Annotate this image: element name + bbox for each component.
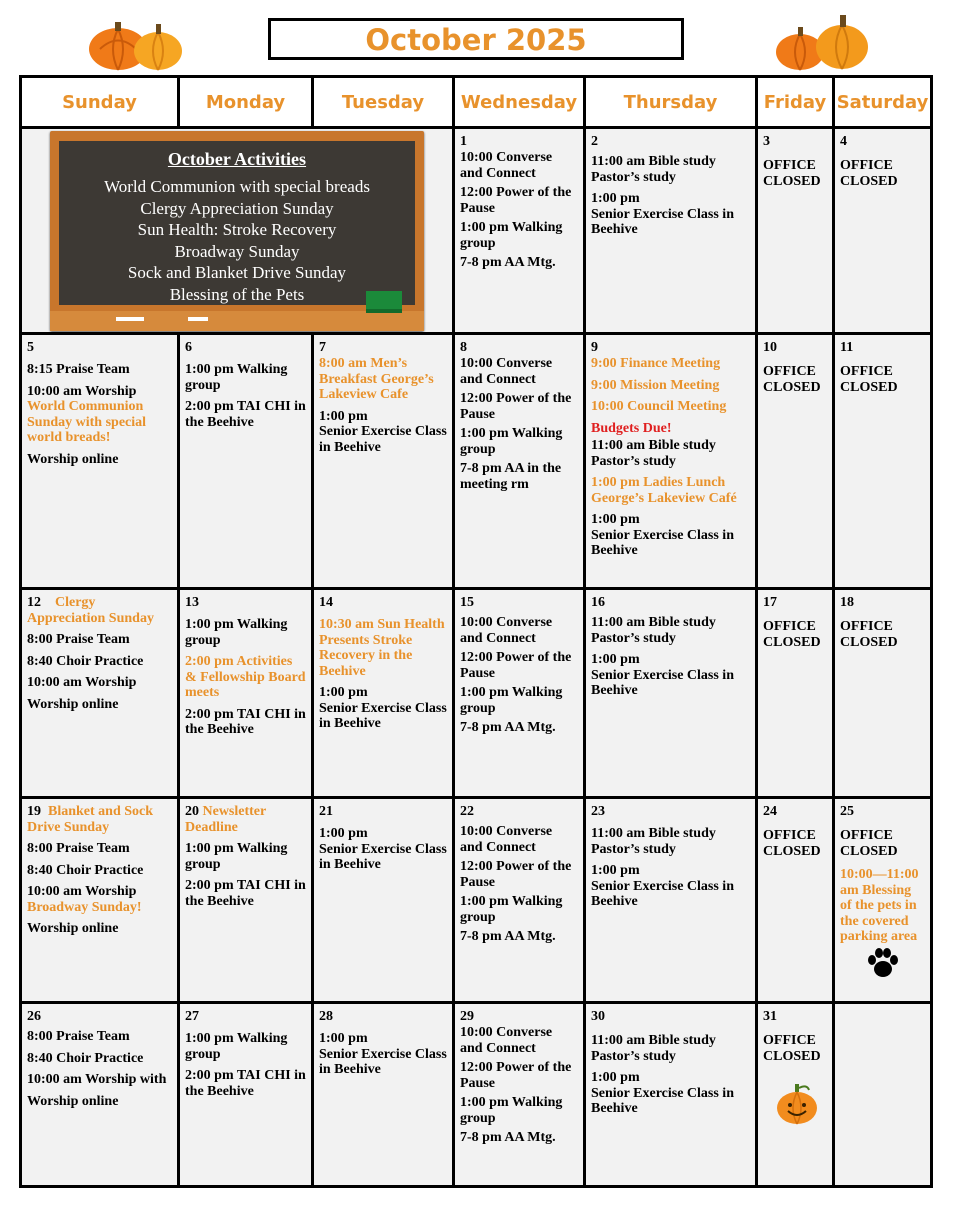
board-line: Clergy Appreciation Sunday bbox=[140, 198, 334, 218]
calendar-title-box bbox=[268, 18, 684, 60]
event: 1:00 pm bbox=[591, 652, 640, 667]
event: 8:00 Praise Team bbox=[27, 1029, 130, 1044]
weekday-friday: Friday bbox=[757, 77, 834, 128]
day-cell-2[interactable] bbox=[585, 128, 757, 334]
pumpkins-left-icon bbox=[86, 20, 188, 72]
day-number: 19 bbox=[27, 804, 41, 819]
event: 8:40 Choir Practice bbox=[27, 653, 144, 669]
event: 2:00 pm TAI CHI in the Beehive bbox=[185, 706, 306, 737]
event-highlight: Newsletter Deadline bbox=[185, 804, 266, 835]
event: Broadway Sunday! bbox=[27, 899, 142, 915]
day-cell-20[interactable] bbox=[179, 798, 313, 1003]
board-line: Blessing of the Pets bbox=[169, 284, 305, 304]
event: Worship online bbox=[27, 451, 119, 467]
event: 11:00 am Bible study Pastor’s study bbox=[591, 438, 716, 469]
chalk-piece bbox=[116, 317, 144, 321]
day-cell-14[interactable] bbox=[313, 589, 454, 798]
day-cell-8[interactable] bbox=[454, 334, 585, 589]
day-number: 10 bbox=[763, 340, 777, 355]
day-number: 8 bbox=[460, 340, 467, 355]
event: 2:00 pm TAI CHI in the Beehive bbox=[185, 1068, 306, 1099]
event: 10:00 Converse and Connect bbox=[460, 1025, 553, 1056]
day-number: 1 bbox=[460, 134, 467, 149]
event: 7-8 pm AA Mtg. bbox=[460, 255, 556, 270]
event: Worship online bbox=[27, 921, 119, 936]
event: Senior Exercise Class in Beehive bbox=[591, 206, 734, 237]
event: 1:00 pm bbox=[591, 512, 640, 527]
office-closed-label: OFFICE CLOSED bbox=[840, 158, 898, 189]
day-number: 22 bbox=[460, 804, 474, 819]
day-number: 7 bbox=[319, 340, 326, 355]
day-cell-6[interactable] bbox=[179, 334, 313, 589]
office-closed-label: OFFICE CLOSED bbox=[763, 158, 821, 189]
event: Senior Exercise Class in Beehive bbox=[319, 1046, 447, 1077]
event: Worship online bbox=[27, 1093, 119, 1109]
day-cell-23[interactable] bbox=[585, 798, 757, 1003]
event: 1:00 pm Walking group bbox=[185, 362, 288, 393]
event: 1:00 pm Walking group bbox=[460, 685, 563, 716]
event: 11:00 am Bible study Pastor’s study bbox=[591, 615, 716, 646]
event: 9:00 Mission Meeting bbox=[591, 377, 720, 393]
event: 10:00 Converse and Connect bbox=[460, 150, 553, 181]
event: 8:15 Praise Team bbox=[27, 362, 130, 377]
weekday-thursday: Thursday bbox=[585, 77, 757, 128]
day-cell-31[interactable] bbox=[757, 1003, 834, 1187]
event: 1:00 pm Walking group bbox=[185, 841, 288, 872]
weekday-tuesday: Tuesday bbox=[313, 77, 454, 128]
office-closed-label: OFFICE CLOSED bbox=[763, 364, 821, 395]
event: 1:00 pm bbox=[319, 685, 368, 700]
event: 7-8 pm AA Mtg. bbox=[460, 929, 556, 944]
event: 1:00 pm Walking group bbox=[460, 894, 563, 925]
chalkboard-surface bbox=[59, 141, 415, 305]
day-number: 23 bbox=[591, 804, 605, 819]
chalkboard bbox=[50, 131, 424, 331]
eraser-icon bbox=[366, 291, 402, 313]
day-cell-7[interactable] bbox=[313, 334, 454, 589]
event: 10:00 Converse and Connect bbox=[460, 824, 553, 855]
event: World Communion Sunday with special world breads! bbox=[27, 399, 147, 445]
event: 2:00 pm TAI CHI in the Beehive bbox=[185, 399, 306, 430]
event bbox=[185, 804, 306, 835]
board-line: Sock and Blanket Drive Sunday bbox=[127, 263, 347, 282]
day-number: 2 bbox=[591, 134, 598, 149]
office-closed-label: OFFICE CLOSED bbox=[763, 1033, 821, 1064]
event: Senior Exercise Class in Beehive bbox=[319, 841, 447, 872]
event: 10:30 am Sun Health Presents Stroke Recovery in the Beehive bbox=[319, 617, 445, 679]
event: 1:00 pm bbox=[319, 826, 368, 841]
day-number: 30 bbox=[591, 1009, 605, 1024]
day-cell-17[interactable] bbox=[757, 589, 834, 798]
event: 7-8 pm AA Mtg. bbox=[460, 1130, 556, 1145]
event: 11:00 am Bible study Pastor’s study bbox=[591, 1033, 716, 1064]
event: 1:00 pm Walking group bbox=[185, 1031, 288, 1062]
day-cell-30[interactable] bbox=[585, 1003, 757, 1187]
event: Senior Exercise Class in Beehive bbox=[591, 1085, 734, 1116]
day-number: 16 bbox=[591, 595, 605, 610]
event: 12:00 Power of the Pause bbox=[460, 391, 572, 422]
event: 12:00 Power of the Pause bbox=[460, 185, 572, 216]
office-closed-label: OFFICE CLOSED bbox=[840, 828, 898, 859]
chalk-tray bbox=[50, 311, 424, 331]
event: 8:00 am Men’s Breakfast George’s Lakeview Cafe bbox=[319, 356, 434, 402]
chalkboard-cell bbox=[21, 128, 454, 334]
event: 10:00 am Worship with bbox=[27, 1072, 167, 1087]
event bbox=[27, 595, 172, 626]
event: 10:00 Converse and Connect bbox=[460, 356, 553, 387]
office-closed-label: OFFICE CLOSED bbox=[763, 828, 821, 859]
day-number: 26 bbox=[27, 1009, 41, 1024]
day-cell-18[interactable] bbox=[834, 589, 932, 798]
event-highlight: Clergy Appreciation Sunday bbox=[27, 595, 154, 626]
event: 10:00 am Worship bbox=[27, 675, 137, 690]
day-cell-19[interactable] bbox=[21, 798, 179, 1003]
paw-print-icon bbox=[840, 947, 925, 984]
day-cell-24[interactable] bbox=[757, 798, 834, 1003]
event: 1:00 pm Walking group bbox=[460, 1095, 563, 1126]
event: 11:00 am Bible study Pastor’s study bbox=[591, 826, 716, 857]
day-number: 4 bbox=[840, 134, 847, 149]
calendar-title: October 2025 bbox=[365, 23, 587, 57]
event-highlight: Blanket and Sock Drive Sunday bbox=[27, 804, 154, 835]
chalk-piece bbox=[188, 317, 208, 321]
day-number: 24 bbox=[763, 804, 777, 819]
day-number: 31 bbox=[763, 1009, 777, 1024]
event: 10:00 Council Meeting bbox=[591, 399, 727, 414]
event: Senior Exercise Class in Beehive bbox=[591, 667, 734, 698]
weekday-monday: Monday bbox=[179, 77, 313, 128]
event bbox=[27, 804, 172, 835]
event: 8:00 Praise Team bbox=[27, 841, 130, 856]
event: Worship online bbox=[27, 696, 119, 712]
board-line: World Communion with special breads bbox=[104, 177, 370, 196]
event: Senior Exercise Class in Beehive bbox=[319, 700, 447, 731]
day-number: 13 bbox=[185, 595, 199, 610]
day-cell-12[interactable] bbox=[21, 589, 179, 798]
week-row-5 bbox=[21, 1003, 932, 1187]
event: 1:00 pm bbox=[319, 1031, 368, 1046]
event: 7-8 pm AA Mtg. bbox=[460, 720, 556, 735]
week-row-4 bbox=[21, 798, 932, 1003]
event: 1:00 pm Walking group bbox=[460, 426, 563, 457]
day-number: 17 bbox=[763, 595, 777, 610]
day-number: 28 bbox=[319, 1009, 333, 1024]
day-number: 9 bbox=[591, 340, 598, 355]
day-cell-29[interactable] bbox=[454, 1003, 585, 1187]
day-number: 18 bbox=[840, 595, 854, 610]
event: 1:00 pm bbox=[591, 1070, 640, 1085]
pumpkins-right-icon bbox=[774, 14, 874, 72]
event: 10:00 Converse and Connect bbox=[460, 615, 553, 646]
event: 12:00 Power of the Pause bbox=[460, 650, 572, 681]
smiling-pumpkin-icon bbox=[775, 1082, 827, 1131]
day-cell-27[interactable] bbox=[179, 1003, 313, 1187]
event: 12:00 Power of the Pause bbox=[460, 1060, 572, 1091]
event: 8:40 Choir Practice bbox=[27, 862, 144, 878]
day-cell-11[interactable] bbox=[834, 334, 932, 589]
day-cell-13[interactable] bbox=[179, 589, 313, 798]
day-cell-22[interactable] bbox=[454, 798, 585, 1003]
day-cell-26[interactable] bbox=[21, 1003, 179, 1187]
day-cell-28[interactable] bbox=[313, 1003, 454, 1187]
event: 12:00 Power of the Pause bbox=[460, 859, 572, 890]
day-cell-3[interactable] bbox=[757, 128, 834, 334]
day-number: 21 bbox=[319, 804, 333, 819]
event: Senior Exercise Class in Beehive bbox=[591, 527, 734, 558]
event: 1:00 pm Walking group bbox=[185, 617, 288, 648]
day-cell-21[interactable] bbox=[313, 798, 454, 1003]
day-number: 15 bbox=[460, 595, 474, 610]
day-cell-25[interactable] bbox=[834, 798, 932, 1003]
event: 2:00 pm Activities & Fellowship Board meets bbox=[185, 654, 306, 700]
day-cell-5[interactable] bbox=[21, 334, 179, 589]
event: 1:00 pm bbox=[591, 863, 640, 878]
day-number: 12 bbox=[27, 595, 41, 610]
event: 9:00 Finance Meeting bbox=[591, 356, 721, 371]
day-cell-9[interactable] bbox=[585, 334, 757, 589]
office-closed-label: OFFICE CLOSED bbox=[840, 619, 898, 650]
event: 10:00—11:00 am Blessing of the pets in the covered parking area bbox=[840, 867, 919, 944]
board-line: Sun Health: Stroke Recovery bbox=[137, 220, 337, 239]
event: Budgets Due! bbox=[591, 420, 672, 436]
event: 1:00 pm Walking group bbox=[460, 220, 563, 251]
day-number: 20 bbox=[185, 804, 199, 819]
day-cell-4[interactable] bbox=[834, 128, 932, 334]
event: 7-8 pm AA in the meeting rm bbox=[460, 461, 562, 492]
event: Senior Exercise Class in Beehive bbox=[319, 424, 447, 455]
day-number: 11 bbox=[840, 340, 854, 355]
week-row-2 bbox=[21, 334, 932, 589]
weekday-saturday: Saturday bbox=[834, 77, 932, 128]
event: 1:00 pm bbox=[591, 191, 640, 206]
day-cell-16[interactable] bbox=[585, 589, 757, 798]
day-cell-10[interactable] bbox=[757, 334, 834, 589]
event: 8:40 Choir Practice bbox=[27, 1050, 144, 1066]
day-number: 27 bbox=[185, 1009, 199, 1024]
board-title: October Activities bbox=[167, 149, 307, 169]
event: 1:00 pm bbox=[319, 408, 368, 424]
event: 10:00 am Worship bbox=[27, 884, 137, 899]
event: 8:00 Praise Team bbox=[27, 632, 130, 647]
day-number: 14 bbox=[319, 595, 333, 610]
weekday-header-row bbox=[21, 77, 932, 128]
day-cell-15[interactable] bbox=[454, 589, 585, 798]
day-number: 5 bbox=[27, 340, 34, 355]
week-row-3 bbox=[21, 589, 932, 798]
weekday-sunday: Sunday bbox=[21, 77, 179, 128]
day-number: 25 bbox=[840, 804, 854, 819]
week-row-1 bbox=[21, 128, 932, 334]
day-number: 6 bbox=[185, 340, 192, 355]
event: 10:00 am Worship bbox=[27, 383, 137, 399]
empty-day-cell bbox=[834, 1003, 932, 1187]
event: 1:00 pm Ladies Lunch George’s Lakeview Café bbox=[591, 475, 737, 506]
event: 11:00 am Bible study Pastor’s study bbox=[591, 154, 716, 185]
office-closed-label: OFFICE CLOSED bbox=[840, 364, 898, 395]
day-cell-1[interactable] bbox=[454, 128, 585, 334]
calendar-grid bbox=[19, 75, 933, 1188]
board-line: Broadway Sunday bbox=[174, 241, 300, 261]
office-closed-label: OFFICE CLOSED bbox=[763, 619, 821, 650]
day-number: 29 bbox=[460, 1009, 474, 1024]
event: 2:00 pm TAI CHI in the Beehive bbox=[185, 878, 306, 909]
event: Senior Exercise Class in Beehive bbox=[591, 878, 734, 909]
weekday-wednesday: Wednesday bbox=[454, 77, 585, 128]
day-number: 3 bbox=[763, 134, 770, 149]
